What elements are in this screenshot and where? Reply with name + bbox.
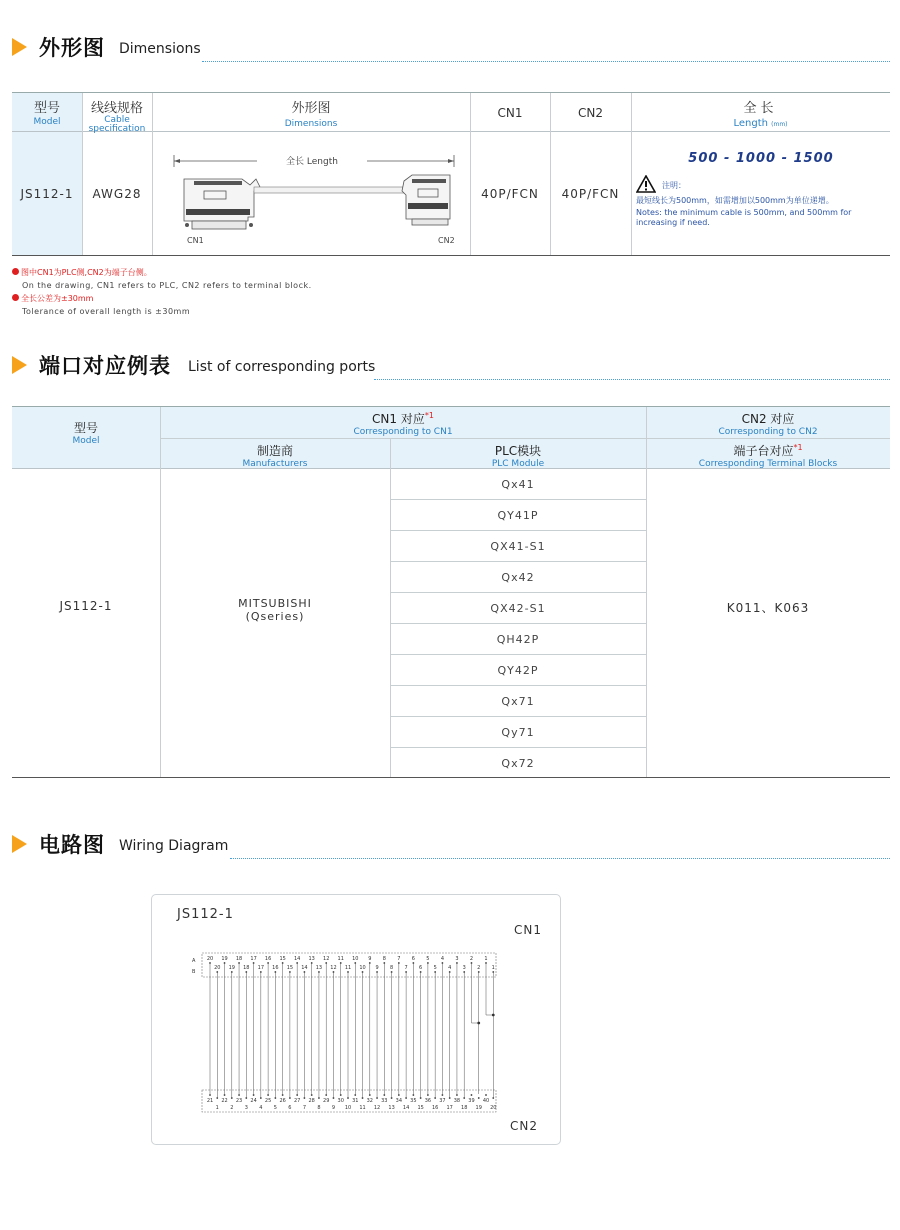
cn1-pin-a: 6 bbox=[411, 956, 415, 962]
cn1-pin-b: 1 bbox=[491, 965, 495, 971]
ports-title: 端口对应例表 bbox=[39, 354, 171, 378]
bullet-icon bbox=[12, 268, 19, 275]
cn1-pin-b: 5 bbox=[433, 965, 437, 971]
wiring-svg bbox=[152, 895, 562, 1146]
cn1-pin-a: 11 bbox=[337, 956, 344, 962]
remark-1-en: On the drawing, CN1 refers to PLC, CN2 refers to terminal block. bbox=[22, 281, 312, 290]
note-label: 注明： bbox=[662, 181, 686, 190]
cn2-pin-bottom: 15 bbox=[417, 1105, 424, 1111]
cn1-pin-a: 12 bbox=[323, 956, 330, 962]
cn1-pin-b: 9 bbox=[375, 965, 379, 971]
ports-header-maker: 制造商 Manufacturers bbox=[242, 444, 308, 469]
ports-model: JS112-1 bbox=[59, 599, 113, 613]
cn2-pin-top: 26 bbox=[279, 1098, 286, 1104]
cn2-pin-bottom: 18 bbox=[461, 1105, 468, 1111]
cn1-pin-b: 7 bbox=[404, 965, 408, 971]
cable-drawing bbox=[162, 133, 478, 255]
cn1-pin-b: 16 bbox=[272, 965, 279, 971]
row-a-label: A bbox=[192, 958, 196, 964]
cn1-pin-a: 3 bbox=[455, 956, 459, 962]
cn1-pin-a: 8 bbox=[382, 956, 386, 962]
cn1-pin-a: 20 bbox=[206, 956, 214, 962]
divider bbox=[374, 379, 890, 380]
ports-header-cn1: CN1 对应$^{*1}$ Corresponding to CN1 bbox=[353, 411, 453, 437]
cn1-pin-a: 18 bbox=[235, 956, 243, 962]
plc-module-item: QX42-S1 bbox=[390, 593, 646, 624]
plc-module-item: Qx72 bbox=[501, 757, 535, 770]
plc-module-item: QH42P bbox=[390, 624, 646, 655]
cn2-pin-bottom: 17 bbox=[446, 1105, 453, 1111]
cn2-pin-bottom: 5 bbox=[273, 1105, 277, 1111]
cn2-pin-top: 23 bbox=[235, 1098, 243, 1104]
cn1-pin-a: 17 bbox=[250, 956, 257, 962]
cn1-pin-a: 14 bbox=[293, 956, 301, 962]
cn2-pin-bottom: 2 bbox=[230, 1105, 234, 1111]
drawing-cn1-label: CN1 bbox=[187, 236, 204, 245]
note-text-en: Notes: the minimum cable is 500mm, and 500mm for increasing if need. bbox=[636, 208, 852, 227]
header-length: 全长 Length (mm) bbox=[733, 101, 788, 129]
cn1-pin-b: 19 bbox=[228, 965, 235, 971]
cn1-pin-b: 2 bbox=[477, 965, 481, 971]
cn2-pin-top: 24 bbox=[250, 1098, 257, 1104]
cn2-pin-top: 37 bbox=[439, 1098, 446, 1104]
bullet-icon bbox=[12, 294, 19, 301]
cn2-pin-bottom: 14 bbox=[402, 1105, 410, 1111]
cn2-pin-top: 39 bbox=[468, 1098, 475, 1104]
warning-icon bbox=[636, 175, 656, 193]
cn2-pin-top: 30 bbox=[337, 1098, 344, 1104]
cn1-pin-a: 9 bbox=[368, 956, 372, 962]
length-options: 500 - 1000 - 1500 bbox=[688, 151, 834, 166]
row-b-label: B bbox=[192, 969, 196, 975]
ports-terminal-blocks: K011、K063 bbox=[726, 601, 810, 615]
header-model: 型号 Model bbox=[33, 101, 61, 127]
wiring-model: JS112-1 bbox=[177, 907, 234, 922]
cn2-pin-bottom: 8 bbox=[317, 1105, 321, 1111]
divider bbox=[230, 858, 890, 859]
plc-module-item: QY42P bbox=[390, 655, 646, 686]
cn2-pin-bottom: 13 bbox=[388, 1105, 395, 1111]
wiring-heading bbox=[12, 829, 890, 859]
cn2-pin-top: 35 bbox=[410, 1098, 417, 1104]
length-label: 全长 Length bbox=[286, 157, 338, 167]
header-cn1: CN1 bbox=[497, 106, 523, 120]
cn2-pin-bottom: 16 bbox=[431, 1105, 439, 1111]
cn2-pin-top: 28 bbox=[308, 1098, 315, 1104]
plc-module-item: QX41-S1 bbox=[390, 531, 646, 562]
arrow-icon bbox=[12, 356, 27, 374]
row-cn1: 40P/FCN bbox=[481, 187, 539, 201]
cn1-pin-b: 15 bbox=[286, 965, 294, 971]
wiring-title: 电路图 bbox=[39, 833, 105, 857]
ports-heading bbox=[12, 350, 890, 380]
plc-module-item: QY41P bbox=[390, 500, 646, 531]
cn1-pin-a: 13 bbox=[308, 956, 315, 962]
cn2-pin-top: 29 bbox=[323, 1098, 330, 1104]
divider bbox=[202, 61, 890, 62]
arrow-icon bbox=[12, 38, 27, 56]
cn2-pin-bottom: 19 bbox=[475, 1105, 482, 1111]
row-model: JS112-1 bbox=[20, 187, 74, 201]
cn1-pin-b: 3 bbox=[462, 965, 466, 971]
wiring-cn1-label: CN1 bbox=[514, 923, 542, 937]
remark-1-zh: 图中CN1为PLC侧,CN2为端子台侧。 bbox=[21, 268, 152, 277]
cn2-pin-top: 38 bbox=[453, 1098, 461, 1104]
dimensions-heading bbox=[12, 32, 890, 62]
cn1-pin-a: 1 bbox=[484, 956, 488, 962]
cn1-pin-b: 4 bbox=[448, 965, 452, 971]
cn1-pin-b: 13 bbox=[315, 965, 323, 971]
cn2-pin-top: 25 bbox=[264, 1098, 272, 1104]
plc-module-item: Qy71 bbox=[390, 717, 646, 748]
arrow-icon bbox=[12, 835, 27, 853]
cn2-pin-bottom: 12 bbox=[373, 1105, 381, 1111]
cn1-pin-a: 15 bbox=[279, 956, 286, 962]
cn2-pin-bottom: 9 bbox=[331, 1105, 336, 1111]
cn2-pin-bottom: 4 bbox=[259, 1105, 263, 1111]
cn1-pin-b: 12 bbox=[330, 965, 337, 971]
cn1-pin-a: 7 bbox=[397, 956, 401, 962]
ports-header-plc: PLC模块 PLC Module bbox=[491, 444, 545, 469]
cn2-pin-top: 34 bbox=[395, 1098, 403, 1104]
cn1-pin-b: 6 bbox=[419, 965, 423, 971]
plc-module-item: Qx42 bbox=[390, 562, 646, 593]
cn2-pin-bottom: 11 bbox=[359, 1105, 366, 1111]
remark-2-zh: 全长公差为±30mm bbox=[21, 294, 94, 303]
cn1-pin-b: 10 bbox=[359, 965, 366, 971]
cn1-pin-a: 4 bbox=[440, 956, 445, 962]
cn1-pin-b: 14 bbox=[301, 965, 308, 971]
cn2-pin-bottom: 20 bbox=[490, 1105, 497, 1111]
cn2-pin-top: 33 bbox=[381, 1098, 388, 1104]
cn2-pin-top: 32 bbox=[366, 1098, 373, 1104]
cn2-pin-top: 36 bbox=[424, 1098, 432, 1104]
cable-drawing-svg bbox=[162, 133, 478, 255]
dimensions-title-en: Dimensions bbox=[119, 41, 201, 57]
cn2-pin-top: 22 bbox=[221, 1098, 228, 1104]
cn2-pin-bottom: 10 bbox=[344, 1105, 352, 1111]
cn2-pin-bottom: 7 bbox=[302, 1105, 307, 1111]
ports-table bbox=[12, 406, 890, 778]
plc-module-item: Qx71 bbox=[390, 686, 646, 717]
cn1-pin-a: 2 bbox=[469, 956, 474, 962]
ports-manufacturer: MITSUBISHI (Qseries) bbox=[238, 597, 312, 623]
cn1-pin-b: 11 bbox=[344, 965, 352, 971]
spec-table bbox=[12, 92, 890, 256]
ports-header-cn2: CN2 对应 Corresponding to CN2 bbox=[718, 412, 818, 437]
header-dimensions: 外形图 Dimensions bbox=[284, 101, 338, 129]
wiring-cn2-label: CN2 bbox=[510, 1119, 538, 1133]
cn1-pin-b: 18 bbox=[243, 965, 250, 971]
ports-title-en: List of corresponding ports bbox=[188, 359, 376, 375]
cn1-pin-a: 16 bbox=[264, 956, 272, 962]
row-cn2: 40P/FCN bbox=[561, 187, 620, 201]
cn1-pin-b: 8 bbox=[389, 965, 394, 971]
cn1-pin-b: 20 bbox=[214, 965, 221, 971]
row-cable: AWG28 bbox=[92, 187, 142, 201]
remark-2-en: Tolerance of overall length is ±30mm bbox=[22, 307, 191, 316]
wiring-diagram bbox=[151, 894, 561, 1145]
note-text-zh: 最短线长为500mm，如需增加以500mm为单位递增。 bbox=[636, 196, 834, 205]
dimensions-title: 外形图 bbox=[39, 36, 105, 60]
drawing-cn2-label: CN2 bbox=[438, 236, 455, 245]
cn1-pin-b: 17 bbox=[257, 965, 265, 971]
remarks bbox=[12, 266, 312, 318]
cn2-pin-top: 40 bbox=[482, 1098, 490, 1104]
header-cn2: CN2 bbox=[578, 106, 603, 120]
header-cable: 线线规格 Cable specification bbox=[88, 101, 146, 134]
cn1-pin-a: 5 bbox=[426, 956, 430, 962]
ports-header-model: 型号 Model bbox=[72, 421, 100, 446]
cn2-pin-bottom: 3 bbox=[244, 1105, 248, 1111]
cn1-pin-a: 19 bbox=[221, 956, 228, 962]
wiring-title-en: Wiring Diagram bbox=[119, 838, 229, 854]
cn2-pin-bottom: 6 bbox=[288, 1105, 292, 1111]
plc-module-item: Qx41 bbox=[390, 469, 646, 500]
cn2-pin-top: 27 bbox=[293, 1098, 301, 1104]
ports-header-terminal: 端子台对应$^{*1}$ Corresponding Terminal Blocks bbox=[698, 443, 838, 469]
cn1-pin-a: 10 bbox=[352, 956, 359, 962]
cn2-pin-top: 31 bbox=[352, 1098, 359, 1104]
cn2-pin-bottom: 1 bbox=[215, 1105, 219, 1111]
cn2-pin-top: 21 bbox=[206, 1098, 214, 1104]
